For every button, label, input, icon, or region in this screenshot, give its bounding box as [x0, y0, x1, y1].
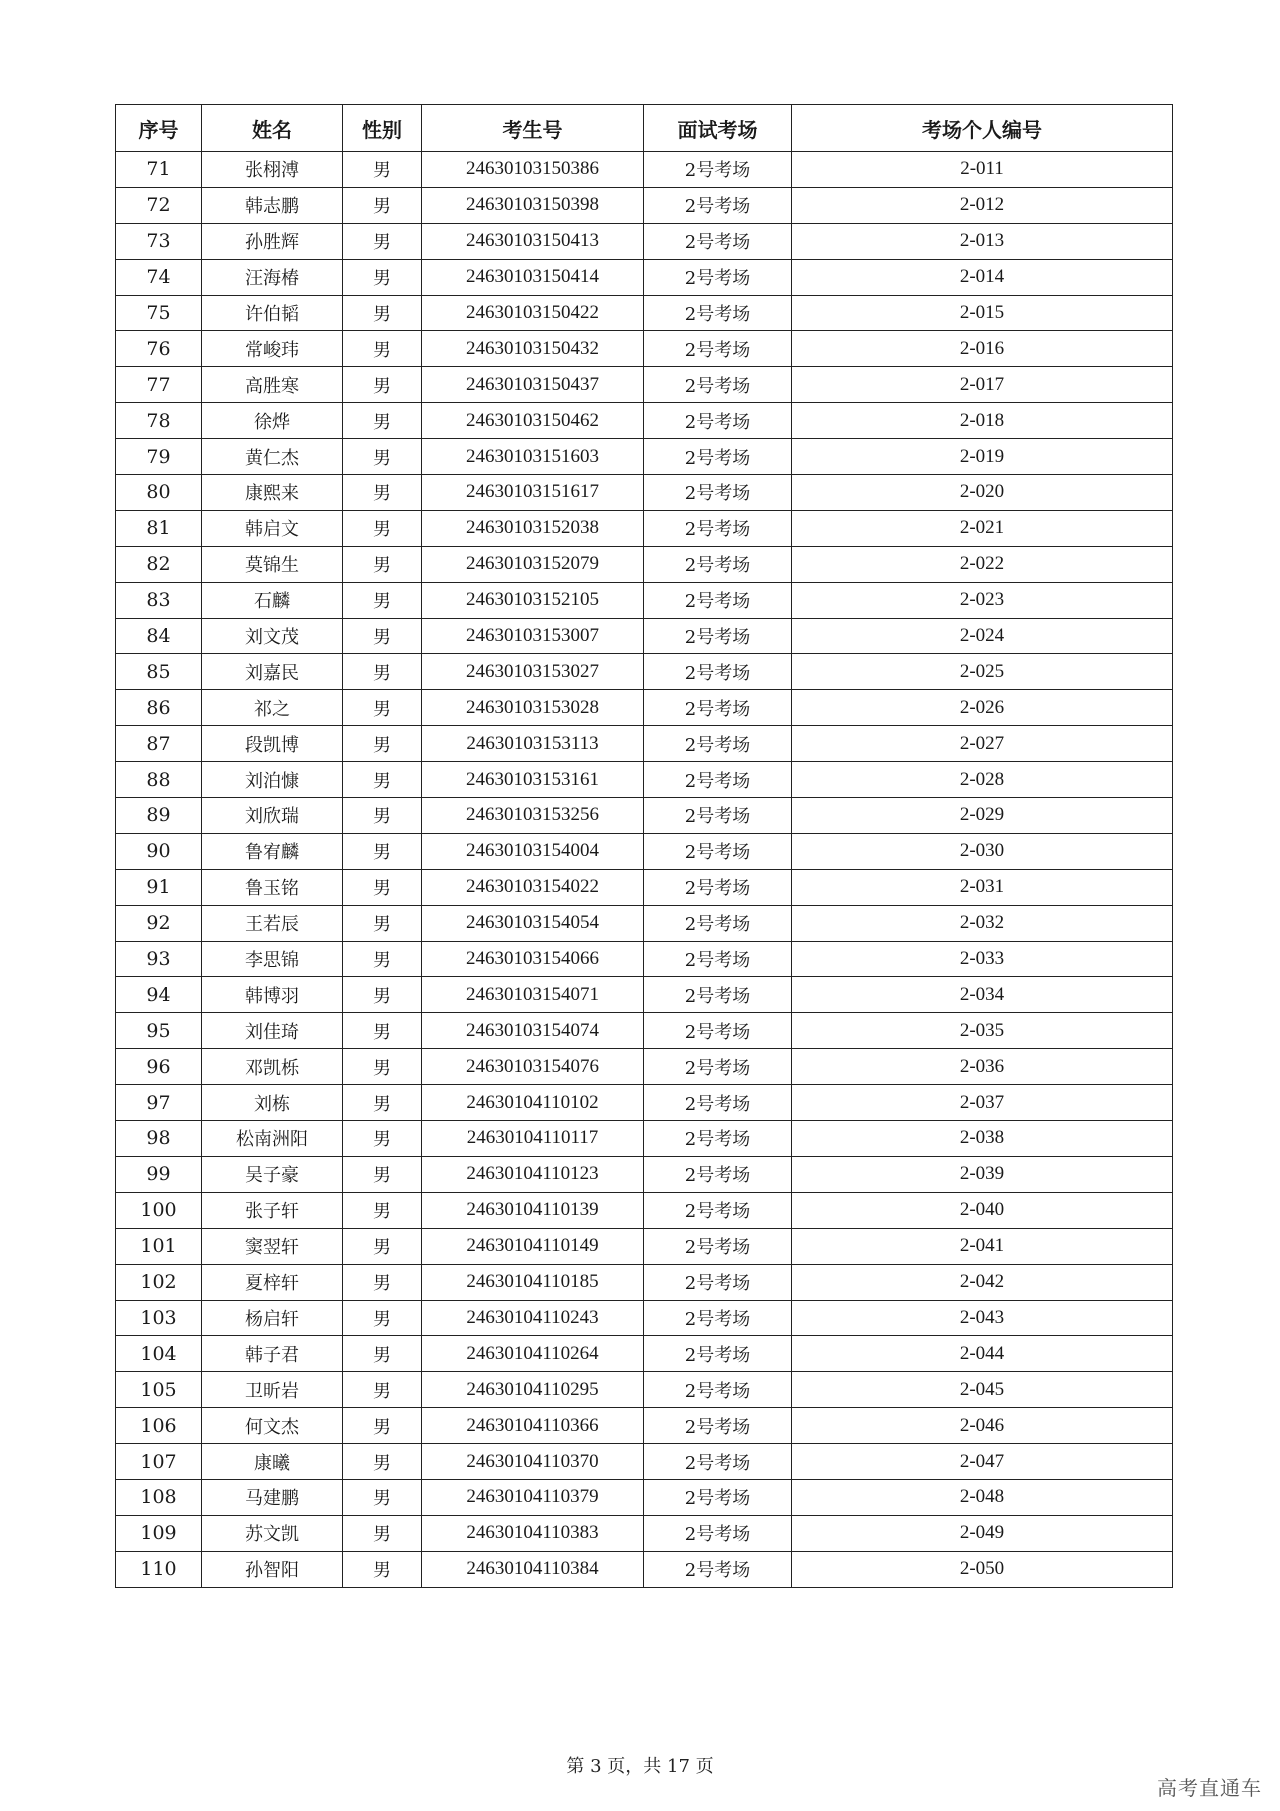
- cell-name: 杨启轩: [202, 1300, 343, 1336]
- cell-name: 鲁宥麟: [202, 833, 343, 869]
- cell-name: 康曦: [202, 1444, 343, 1480]
- cell-personal-code: 2-047: [792, 1444, 1173, 1480]
- table-row: [116, 367, 1173, 403]
- cell-name: 石麟: [202, 582, 343, 618]
- cell-candidate-id: 24630104110117: [422, 1121, 644, 1157]
- cell-name: 卫昕岩: [202, 1372, 343, 1408]
- cell-name: 孙智阳: [202, 1551, 343, 1587]
- cell-gender: 男: [343, 1479, 422, 1515]
- cell-name: 韩博羽: [202, 977, 343, 1013]
- table-row: [116, 1408, 1173, 1444]
- cell-gender: 男: [343, 475, 422, 511]
- cell-candidate-id: 24630104110383: [422, 1515, 644, 1551]
- cell-candidate-id: 24630103152038: [422, 510, 644, 546]
- cell-candidate-id: 24630103151603: [422, 439, 644, 475]
- cell-gender: 男: [343, 1408, 422, 1444]
- cell-seq: 102: [116, 1264, 202, 1300]
- header-candidate-id: 考生号: [422, 105, 644, 152]
- cell-gender: 男: [343, 762, 422, 798]
- table-row: [116, 690, 1173, 726]
- cell-personal-code: 2-027: [792, 726, 1173, 762]
- cell-seq: 75: [116, 295, 202, 331]
- cell-candidate-id: 24630103154066: [422, 941, 644, 977]
- cell-gender: 男: [343, 439, 422, 475]
- table-row: [116, 654, 1173, 690]
- cell-gender: 男: [343, 223, 422, 259]
- table-row: [116, 726, 1173, 762]
- cell-seq: 97: [116, 1085, 202, 1121]
- cell-interview-room: 2号考场: [644, 475, 792, 511]
- cell-candidate-id: 24630103153027: [422, 654, 644, 690]
- cell-interview-room: 2号考场: [644, 1515, 792, 1551]
- cell-seq: 103: [116, 1300, 202, 1336]
- cell-personal-code: 2-019: [792, 439, 1173, 475]
- table-row: [116, 510, 1173, 546]
- cell-personal-code: 2-032: [792, 905, 1173, 941]
- cell-personal-code: 2-026: [792, 690, 1173, 726]
- cell-personal-code: 2-038: [792, 1121, 1173, 1157]
- table-row: [116, 1551, 1173, 1587]
- cell-personal-code: 2-030: [792, 833, 1173, 869]
- cell-candidate-id: 24630104110123: [422, 1156, 644, 1192]
- cell-gender: 男: [343, 331, 422, 367]
- cell-candidate-id: 24630104110139: [422, 1192, 644, 1228]
- cell-personal-code: 2-034: [792, 977, 1173, 1013]
- cell-candidate-id: 24630103154022: [422, 869, 644, 905]
- cell-interview-room: 2号考场: [644, 833, 792, 869]
- cell-gender: 男: [343, 1515, 422, 1551]
- cell-name: 窦翌轩: [202, 1228, 343, 1264]
- cell-gender: 男: [343, 726, 422, 762]
- cell-personal-code: 2-046: [792, 1408, 1173, 1444]
- cell-name: 松南洲阳: [202, 1121, 343, 1157]
- cell-gender: 男: [343, 1228, 422, 1264]
- cell-interview-room: 2号考场: [644, 1408, 792, 1444]
- cell-seq: 84: [116, 618, 202, 654]
- cell-personal-code: 2-043: [792, 1300, 1173, 1336]
- cell-interview-room: 2号考场: [644, 223, 792, 259]
- cell-interview-room: 2号考场: [644, 941, 792, 977]
- cell-personal-code: 2-011: [792, 152, 1173, 188]
- cell-name: 许伯韬: [202, 295, 343, 331]
- header-gender: 性别: [343, 105, 422, 152]
- table-row: [116, 977, 1173, 1013]
- cell-candidate-id: 24630103150414: [422, 259, 644, 295]
- cell-interview-room: 2号考场: [644, 152, 792, 188]
- cell-personal-code: 2-024: [792, 618, 1173, 654]
- cell-candidate-id: 24630103154004: [422, 833, 644, 869]
- table-row: [116, 1444, 1173, 1480]
- cell-gender: 男: [343, 690, 422, 726]
- cell-candidate-id: 24630103153028: [422, 690, 644, 726]
- table-row: [116, 1264, 1173, 1300]
- cell-interview-room: 2号考场: [644, 403, 792, 439]
- cell-gender: 男: [343, 1085, 422, 1121]
- cell-personal-code: 2-040: [792, 1192, 1173, 1228]
- cell-seq: 100: [116, 1192, 202, 1228]
- cell-name: 常峻玮: [202, 331, 343, 367]
- cell-seq: 81: [116, 510, 202, 546]
- cell-seq: 78: [116, 403, 202, 439]
- cell-interview-room: 2号考场: [644, 1300, 792, 1336]
- cell-name: 黄仁杰: [202, 439, 343, 475]
- cell-interview-room: 2号考场: [644, 187, 792, 223]
- cell-seq: 76: [116, 331, 202, 367]
- cell-personal-code: 2-028: [792, 762, 1173, 798]
- cell-personal-code: 2-044: [792, 1336, 1173, 1372]
- cell-seq: 101: [116, 1228, 202, 1264]
- cell-personal-code: 2-023: [792, 582, 1173, 618]
- cell-seq: 106: [116, 1408, 202, 1444]
- cell-gender: 男: [343, 905, 422, 941]
- cell-candidate-id: 24630103150386: [422, 152, 644, 188]
- cell-name: 刘嘉民: [202, 654, 343, 690]
- cell-seq: 77: [116, 367, 202, 403]
- cell-gender: 男: [343, 582, 422, 618]
- cell-interview-room: 2号考场: [644, 654, 792, 690]
- table-row: [116, 618, 1173, 654]
- table-row: [116, 798, 1173, 834]
- cell-interview-room: 2号考场: [644, 546, 792, 582]
- cell-seq: 82: [116, 546, 202, 582]
- cell-gender: 男: [343, 1372, 422, 1408]
- cell-gender: 男: [343, 1121, 422, 1157]
- cell-seq: 87: [116, 726, 202, 762]
- cell-seq: 109: [116, 1515, 202, 1551]
- cell-interview-room: 2号考场: [644, 1049, 792, 1085]
- cell-seq: 72: [116, 187, 202, 223]
- table-row: [116, 1372, 1173, 1408]
- cell-personal-code: 2-031: [792, 869, 1173, 905]
- table-row: [116, 1156, 1173, 1192]
- cell-name: 段凯博: [202, 726, 343, 762]
- cell-seq: 110: [116, 1551, 202, 1587]
- cell-name: 吴子豪: [202, 1156, 343, 1192]
- cell-gender: 男: [343, 654, 422, 690]
- cell-gender: 男: [343, 1444, 422, 1480]
- cell-personal-code: 2-041: [792, 1228, 1173, 1264]
- cell-interview-room: 2号考场: [644, 367, 792, 403]
- cell-interview-room: 2号考场: [644, 1085, 792, 1121]
- header-seq: 序号: [116, 105, 202, 152]
- cell-interview-room: 2号考场: [644, 1551, 792, 1587]
- cell-gender: 男: [343, 367, 422, 403]
- cell-gender: 男: [343, 798, 422, 834]
- cell-interview-room: 2号考场: [644, 1156, 792, 1192]
- cell-name: 刘欣瑞: [202, 798, 343, 834]
- table-row: [116, 941, 1173, 977]
- cell-name: 康熙来: [202, 475, 343, 511]
- cell-interview-room: 2号考场: [644, 331, 792, 367]
- cell-seq: 88: [116, 762, 202, 798]
- header-interview-room: 面试考场: [644, 105, 792, 152]
- cell-interview-room: 2号考场: [644, 726, 792, 762]
- cell-personal-code: 2-048: [792, 1479, 1173, 1515]
- cell-seq: 94: [116, 977, 202, 1013]
- cell-gender: 男: [343, 1049, 422, 1085]
- roster-sheet: [115, 104, 1172, 1588]
- table-row: [116, 1479, 1173, 1515]
- cell-seq: 79: [116, 439, 202, 475]
- cell-personal-code: 2-016: [792, 331, 1173, 367]
- cell-interview-room: 2号考场: [644, 1121, 792, 1157]
- cell-candidate-id: 24630103151617: [422, 475, 644, 511]
- cell-personal-code: 2-012: [792, 187, 1173, 223]
- cell-personal-code: 2-025: [792, 654, 1173, 690]
- cell-gender: 男: [343, 152, 422, 188]
- cell-personal-code: 2-022: [792, 546, 1173, 582]
- cell-interview-room: 2号考场: [644, 690, 792, 726]
- cell-candidate-id: 24630103153161: [422, 762, 644, 798]
- cell-candidate-id: 24630103154054: [422, 905, 644, 941]
- cell-gender: 男: [343, 1300, 422, 1336]
- cell-interview-room: 2号考场: [644, 1013, 792, 1049]
- cell-name: 孙胜辉: [202, 223, 343, 259]
- cell-gender: 男: [343, 1192, 422, 1228]
- cell-name: 韩志鹏: [202, 187, 343, 223]
- cell-gender: 男: [343, 1156, 422, 1192]
- cell-interview-room: 2号考场: [644, 798, 792, 834]
- cell-candidate-id: 24630103152105: [422, 582, 644, 618]
- table-row: [116, 403, 1173, 439]
- cell-personal-code: 2-014: [792, 259, 1173, 295]
- cell-personal-code: 2-042: [792, 1264, 1173, 1300]
- cell-name: 刘佳琦: [202, 1013, 343, 1049]
- watermark: 高考直通车: [1157, 1776, 1262, 1800]
- table-row: [116, 331, 1173, 367]
- cell-candidate-id: 24630104110102: [422, 1085, 644, 1121]
- cell-name: 苏文凯: [202, 1515, 343, 1551]
- cell-gender: 男: [343, 546, 422, 582]
- table-row: [116, 1515, 1173, 1551]
- cell-candidate-id: 24630103153256: [422, 798, 644, 834]
- cell-candidate-id: 24630104110384: [422, 1551, 644, 1587]
- cell-personal-code: 2-033: [792, 941, 1173, 977]
- cell-seq: 107: [116, 1444, 202, 1480]
- cell-personal-code: 2-036: [792, 1049, 1173, 1085]
- cell-seq: 71: [116, 152, 202, 188]
- cell-seq: 73: [116, 223, 202, 259]
- page-number: 第 3 页，共 17 页: [566, 1756, 714, 1777]
- cell-personal-code: 2-035: [792, 1013, 1173, 1049]
- cell-gender: 男: [343, 259, 422, 295]
- cell-interview-room: 2号考场: [644, 762, 792, 798]
- cell-seq: 93: [116, 941, 202, 977]
- cell-candidate-id: 24630104110264: [422, 1336, 644, 1372]
- cell-seq: 92: [116, 905, 202, 941]
- cell-personal-code: 2-021: [792, 510, 1173, 546]
- cell-interview-room: 2号考场: [644, 977, 792, 1013]
- cell-personal-code: 2-017: [792, 367, 1173, 403]
- cell-personal-code: 2-037: [792, 1085, 1173, 1121]
- cell-seq: 80: [116, 475, 202, 511]
- table-row: [116, 1228, 1173, 1264]
- cell-seq: 90: [116, 833, 202, 869]
- table-row: [116, 152, 1173, 188]
- table-header: [116, 105, 1173, 152]
- table-row: [116, 546, 1173, 582]
- table-row: [116, 295, 1173, 331]
- table-row: [116, 223, 1173, 259]
- cell-interview-room: 2号考场: [644, 905, 792, 941]
- table-row: [116, 475, 1173, 511]
- table-row: [116, 1336, 1173, 1372]
- table-row: [116, 869, 1173, 905]
- cell-candidate-id: 24630104110295: [422, 1372, 644, 1408]
- cell-interview-room: 2号考场: [644, 1192, 792, 1228]
- cell-candidate-id: 24630103150422: [422, 295, 644, 331]
- cell-interview-room: 2号考场: [644, 582, 792, 618]
- cell-seq: 96: [116, 1049, 202, 1085]
- table-row: [116, 1300, 1173, 1336]
- cell-name: 邓凯栎: [202, 1049, 343, 1085]
- candidate-table: [115, 104, 1173, 1588]
- cell-personal-code: 2-045: [792, 1372, 1173, 1408]
- table-row: [116, 1085, 1173, 1121]
- cell-gender: 男: [343, 295, 422, 331]
- table-row: [116, 833, 1173, 869]
- cell-gender: 男: [343, 187, 422, 223]
- cell-interview-room: 2号考场: [644, 1264, 792, 1300]
- cell-gender: 男: [343, 869, 422, 905]
- cell-gender: 男: [343, 403, 422, 439]
- cell-personal-code: 2-020: [792, 475, 1173, 511]
- cell-interview-room: 2号考场: [644, 1336, 792, 1372]
- table-row: [116, 1049, 1173, 1085]
- cell-seq: 83: [116, 582, 202, 618]
- cell-interview-room: 2号考场: [644, 1444, 792, 1480]
- cell-seq: 85: [116, 654, 202, 690]
- cell-name: 张子轩: [202, 1192, 343, 1228]
- table-body: [116, 152, 1173, 1588]
- cell-interview-room: 2号考场: [644, 295, 792, 331]
- cell-interview-room: 2号考场: [644, 1228, 792, 1264]
- table-row: [116, 1192, 1173, 1228]
- cell-personal-code: 2-015: [792, 295, 1173, 331]
- cell-candidate-id: 24630104110379: [422, 1479, 644, 1515]
- cell-name: 李思锦: [202, 941, 343, 977]
- cell-candidate-id: 24630103150462: [422, 403, 644, 439]
- cell-candidate-id: 24630103154074: [422, 1013, 644, 1049]
- cell-candidate-id: 24630103154071: [422, 977, 644, 1013]
- cell-name: 徐烨: [202, 403, 343, 439]
- cell-name: 高胜寒: [202, 367, 343, 403]
- cell-name: 夏梓轩: [202, 1264, 343, 1300]
- cell-candidate-id: 24630103154076: [422, 1049, 644, 1085]
- cell-interview-room: 2号考场: [644, 1372, 792, 1408]
- cell-name: 王若辰: [202, 905, 343, 941]
- cell-candidate-id: 24630104110149: [422, 1228, 644, 1264]
- cell-interview-room: 2号考场: [644, 510, 792, 546]
- table-row: [116, 439, 1173, 475]
- cell-seq: 104: [116, 1336, 202, 1372]
- cell-interview-room: 2号考场: [644, 869, 792, 905]
- header-personal-code: 考场个人编号: [792, 105, 1173, 152]
- table-row: [116, 762, 1173, 798]
- cell-interview-room: 2号考场: [644, 439, 792, 475]
- cell-gender: 男: [343, 1336, 422, 1372]
- cell-name: 韩子君: [202, 1336, 343, 1372]
- cell-candidate-id: 24630103150432: [422, 331, 644, 367]
- cell-name: 祁之: [202, 690, 343, 726]
- cell-name: 马建鹏: [202, 1479, 343, 1515]
- cell-gender: 男: [343, 1013, 422, 1049]
- cell-candidate-id: 24630104110370: [422, 1444, 644, 1480]
- table-row: [116, 259, 1173, 295]
- cell-seq: 108: [116, 1479, 202, 1515]
- table-row: [116, 1013, 1173, 1049]
- cell-name: 张栩溥: [202, 152, 343, 188]
- cell-personal-code: 2-018: [792, 403, 1173, 439]
- table-row: [116, 1121, 1173, 1157]
- cell-name: 莫锦生: [202, 546, 343, 582]
- cell-personal-code: 2-049: [792, 1515, 1173, 1551]
- cell-gender: 男: [343, 1551, 422, 1587]
- cell-gender: 男: [343, 941, 422, 977]
- cell-interview-room: 2号考场: [644, 618, 792, 654]
- cell-gender: 男: [343, 977, 422, 1013]
- cell-personal-code: 2-039: [792, 1156, 1173, 1192]
- cell-candidate-id: 24630104110185: [422, 1264, 644, 1300]
- table-row: [116, 905, 1173, 941]
- cell-name: 刘泊慷: [202, 762, 343, 798]
- cell-seq: 89: [116, 798, 202, 834]
- cell-personal-code: 2-013: [792, 223, 1173, 259]
- cell-seq: 86: [116, 690, 202, 726]
- cell-name: 汪海椿: [202, 259, 343, 295]
- cell-gender: 男: [343, 618, 422, 654]
- cell-name: 韩启文: [202, 510, 343, 546]
- cell-candidate-id: 24630103153113: [422, 726, 644, 762]
- cell-seq: 99: [116, 1156, 202, 1192]
- cell-gender: 男: [343, 1264, 422, 1300]
- cell-gender: 男: [343, 833, 422, 869]
- cell-candidate-id: 24630103153007: [422, 618, 644, 654]
- cell-name: 何文杰: [202, 1408, 343, 1444]
- cell-candidate-id: 24630103150437: [422, 367, 644, 403]
- table-row: [116, 187, 1173, 223]
- cell-name: 鲁玉铭: [202, 869, 343, 905]
- cell-seq: 95: [116, 1013, 202, 1049]
- cell-candidate-id: 24630103152079: [422, 546, 644, 582]
- cell-candidate-id: 24630104110366: [422, 1408, 644, 1444]
- header-name: 姓名: [202, 105, 343, 152]
- cell-gender: 男: [343, 510, 422, 546]
- cell-candidate-id: 24630104110243: [422, 1300, 644, 1336]
- cell-name: 刘栋: [202, 1085, 343, 1121]
- cell-personal-code: 2-050: [792, 1551, 1173, 1587]
- cell-personal-code: 2-029: [792, 798, 1173, 834]
- cell-candidate-id: 24630103150398: [422, 187, 644, 223]
- cell-seq: 98: [116, 1121, 202, 1157]
- table-row: [116, 582, 1173, 618]
- cell-name: 刘文茂: [202, 618, 343, 654]
- cell-seq: 105: [116, 1372, 202, 1408]
- cell-seq: 74: [116, 259, 202, 295]
- cell-interview-room: 2号考场: [644, 259, 792, 295]
- cell-seq: 91: [116, 869, 202, 905]
- cell-candidate-id: 24630103150413: [422, 223, 644, 259]
- cell-interview-room: 2号考场: [644, 1479, 792, 1515]
- header-row: [116, 105, 1173, 152]
